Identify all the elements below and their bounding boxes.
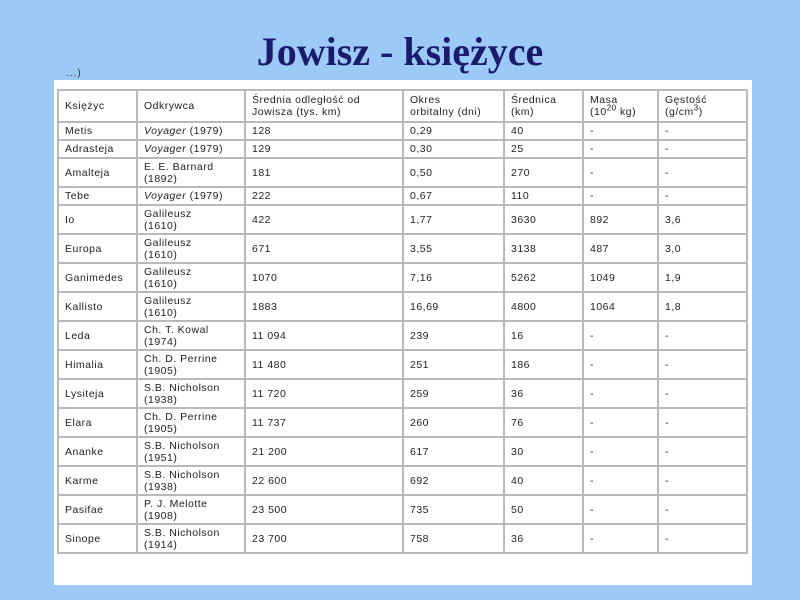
cell-mass: - [583, 321, 658, 350]
cell-distance: 11 720 [245, 379, 403, 408]
cell-diameter: 270 [504, 158, 583, 187]
cell-distance: 222 [245, 187, 403, 205]
table-row [58, 205, 747, 234]
cell-mass: - [583, 408, 658, 437]
cell-diameter: 110 [504, 187, 583, 205]
discoverer-year: (1892) [144, 172, 178, 185]
cell-moon: Himalia [58, 350, 137, 379]
discoverer-name: P. J. Melotte [144, 497, 208, 510]
cell-mass: 892 [583, 205, 658, 234]
discoverer-year: (1914) [144, 538, 178, 551]
header-density-sup: 3 [693, 103, 699, 113]
cell-distance: 21 200 [245, 437, 403, 466]
cell-density: 3,6 [658, 205, 747, 234]
discoverer-year: (1610) [144, 277, 178, 290]
table-row [58, 524, 747, 553]
cell-discoverer [137, 379, 245, 408]
discoverer-year: (1610) [144, 219, 178, 232]
cell-density: 3,0 [658, 234, 747, 263]
cell-discoverer [137, 158, 245, 187]
cell-period: 735 [403, 495, 504, 524]
table-row [58, 321, 747, 350]
cell-distance: 11 094 [245, 321, 403, 350]
cell-mass: - [583, 140, 658, 158]
header-density-post: ) [698, 106, 703, 118]
discoverer-year: (1938) [144, 480, 178, 493]
discoverer-year: (1905) [144, 422, 178, 435]
cell-mass: 1049 [583, 263, 658, 292]
cell-period: 7,16 [403, 263, 504, 292]
cell-period: 758 [403, 524, 504, 553]
cell-period: 16,69 [403, 292, 504, 321]
cell-moon: Pasifae [58, 495, 137, 524]
discoverer-year: (1610) [144, 306, 178, 319]
cell-moon: Europa [58, 234, 137, 263]
discoverer-name: E. E. Barnard [144, 160, 214, 173]
cell-density: - [658, 379, 747, 408]
cell-mass: - [583, 524, 658, 553]
discoverer-name: S.B. Nicholson [144, 526, 220, 539]
slide-title: Jowisz - księżyce [256, 29, 544, 74]
cell-mass: - [583, 122, 658, 140]
header-diameter [504, 90, 583, 122]
cell-discoverer [137, 495, 245, 524]
cell-density: - [658, 437, 747, 466]
discoverer-year: (1610) [144, 248, 178, 261]
table-body [58, 122, 747, 553]
cell-distance: 181 [245, 158, 403, 187]
cell-density: 1,9 [658, 263, 747, 292]
discoverer-name: Ch. D. Perrine [144, 410, 218, 423]
cell-period: 0,29 [403, 122, 504, 140]
discoverer-year: (1974) [144, 335, 178, 348]
cell-period: 617 [403, 437, 504, 466]
cell-mass: 1064 [583, 292, 658, 321]
table-header-row [58, 90, 747, 122]
cell-density: - [658, 158, 747, 187]
discoverer-year: (1938) [144, 393, 178, 406]
cell-moon: Amalteja [58, 158, 137, 187]
cell-density: - [658, 466, 747, 495]
header-density-line1: Gęstość [665, 94, 708, 106]
table-row [58, 122, 747, 140]
cell-period: 0,67 [403, 187, 504, 205]
cell-moon: Adrasteja [58, 140, 137, 158]
cell-moon: Lysiteja [58, 379, 137, 408]
table-row [58, 408, 747, 437]
cell-mass: - [583, 437, 658, 466]
cell-period: 1,77 [403, 205, 504, 234]
cell-diameter: 186 [504, 350, 583, 379]
cell-density: - [658, 187, 747, 205]
header-discoverer: Odkrywca [137, 90, 245, 122]
header-density [658, 90, 747, 122]
cell-distance: 671 [245, 234, 403, 263]
discoverer-probe: Voyager [144, 190, 187, 202]
cell-diameter: 30 [504, 437, 583, 466]
cell-moon: Ananke [58, 437, 137, 466]
discoverer-name: Ch. T. Kowal [144, 323, 209, 336]
cell-diameter: 76 [504, 408, 583, 437]
cell-moon: Tebe [58, 187, 137, 205]
cell-distance: 23 700 [245, 524, 403, 553]
table-row [58, 350, 747, 379]
discoverer-name: Galileusz [144, 294, 192, 307]
header-mass-post: kg) [616, 106, 637, 118]
cell-mass: - [583, 187, 658, 205]
cell-moon: Ganimedes [58, 263, 137, 292]
discoverer-name: Galileusz [144, 236, 192, 249]
cell-density: - [658, 350, 747, 379]
cell-moon: Metis [58, 122, 137, 140]
cell-diameter: 4800 [504, 292, 583, 321]
table-row [58, 187, 747, 205]
cell-mass: - [583, 466, 658, 495]
cell-discoverer [137, 524, 245, 553]
cell-diameter: 25 [504, 140, 583, 158]
cell-period: 0,50 [403, 158, 504, 187]
moons-table [57, 89, 748, 554]
table-row [58, 140, 747, 158]
cell-period: 0,30 [403, 140, 504, 158]
cell-distance: 129 [245, 140, 403, 158]
cell-mass: - [583, 350, 658, 379]
cell-discoverer [137, 350, 245, 379]
cell-distance: 22 600 [245, 466, 403, 495]
cell-distance: 128 [245, 122, 403, 140]
cell-period: 692 [403, 466, 504, 495]
table-row [58, 437, 747, 466]
cell-diameter: 40 [504, 122, 583, 140]
discoverer-year: (1979) [186, 143, 223, 155]
cut-off-text: ...) [66, 68, 82, 79]
discoverer-name: Galileusz [144, 207, 192, 220]
cell-diameter: 36 [504, 524, 583, 553]
cell-discoverer [137, 122, 245, 140]
cell-distance: 11 480 [245, 350, 403, 379]
header-density-pre: (g/cm [665, 106, 694, 118]
header-period [403, 90, 504, 122]
cell-diameter: 50 [504, 495, 583, 524]
header-mass-line1: Masa [590, 94, 618, 106]
cell-mass: - [583, 495, 658, 524]
discoverer-year: (1908) [144, 509, 178, 522]
cell-period: 259 [403, 379, 504, 408]
cell-distance: 23 500 [245, 495, 403, 524]
header-distance [245, 90, 403, 122]
header-distance-line1: Średnia odległość od [252, 94, 361, 106]
cell-discoverer [137, 292, 245, 321]
cell-period: 260 [403, 408, 504, 437]
cell-discoverer [137, 263, 245, 292]
cell-density: - [658, 408, 747, 437]
table-panel [54, 80, 752, 585]
discoverer-year: (1979) [186, 190, 223, 202]
cell-period: 3,55 [403, 234, 504, 263]
discoverer-year: (1905) [144, 364, 178, 377]
cell-moon: Kallisto [58, 292, 137, 321]
header-moon: Księżyc [58, 90, 137, 122]
header-distance-line2: Jowisza (tys. km) [252, 106, 342, 118]
cell-diameter: 40 [504, 466, 583, 495]
cell-discoverer [137, 187, 245, 205]
table-row [58, 466, 747, 495]
cell-density: - [658, 122, 747, 140]
cell-density: - [658, 140, 747, 158]
cell-density: - [658, 495, 747, 524]
cell-discoverer [137, 205, 245, 234]
cell-diameter: 5262 [504, 263, 583, 292]
cell-mass: - [583, 158, 658, 187]
cell-diameter: 16 [504, 321, 583, 350]
discoverer-year: (1951) [144, 451, 178, 464]
header-mass-sup: 20 [606, 103, 617, 113]
discoverer-name: Galileusz [144, 265, 192, 278]
cell-moon: Elara [58, 408, 137, 437]
cell-discoverer [137, 321, 245, 350]
cell-diameter: 3138 [504, 234, 583, 263]
cell-moon: Leda [58, 321, 137, 350]
discoverer-year: (1979) [186, 125, 223, 137]
table-row [58, 495, 747, 524]
discoverer-name: S.B. Nicholson [144, 468, 220, 481]
cell-moon: Karme [58, 466, 137, 495]
discoverer-probe: Voyager [144, 143, 187, 155]
cell-period: 239 [403, 321, 504, 350]
cell-period: 251 [403, 350, 504, 379]
cell-distance: 422 [245, 205, 403, 234]
cell-moon: Io [58, 205, 137, 234]
cell-discoverer [137, 234, 245, 263]
cell-moon: Sinope [58, 524, 137, 553]
discoverer-name: S.B. Nicholson [144, 439, 220, 452]
header-period-line2: orbitalny (dni) [410, 106, 482, 118]
header-diameter-line1: Średnica [511, 94, 557, 106]
cell-diameter: 36 [504, 379, 583, 408]
cell-diameter: 3630 [504, 205, 583, 234]
cell-distance: 1883 [245, 292, 403, 321]
discoverer-probe: Voyager [144, 125, 187, 137]
header-mass [583, 90, 658, 122]
table-row [58, 263, 747, 292]
header-mass-pre: (10 [590, 106, 607, 118]
cell-discoverer [137, 437, 245, 466]
header-period-line1: Okres [410, 94, 441, 106]
cell-distance: 11 737 [245, 408, 403, 437]
cell-mass: - [583, 379, 658, 408]
table-row [58, 292, 747, 321]
cell-discoverer [137, 466, 245, 495]
cell-distance: 1070 [245, 263, 403, 292]
discoverer-name: Ch. D. Perrine [144, 352, 218, 365]
header-diameter-line2: (km) [511, 106, 534, 118]
discoverer-name: S.B. Nicholson [144, 381, 220, 394]
cell-discoverer [137, 408, 245, 437]
cell-density: - [658, 524, 747, 553]
cell-mass: 487 [583, 234, 658, 263]
table-row [58, 158, 747, 187]
table-row [58, 234, 747, 263]
cell-discoverer [137, 140, 245, 158]
cell-density: 1,8 [658, 292, 747, 321]
table-row [58, 379, 747, 408]
cell-density: - [658, 321, 747, 350]
